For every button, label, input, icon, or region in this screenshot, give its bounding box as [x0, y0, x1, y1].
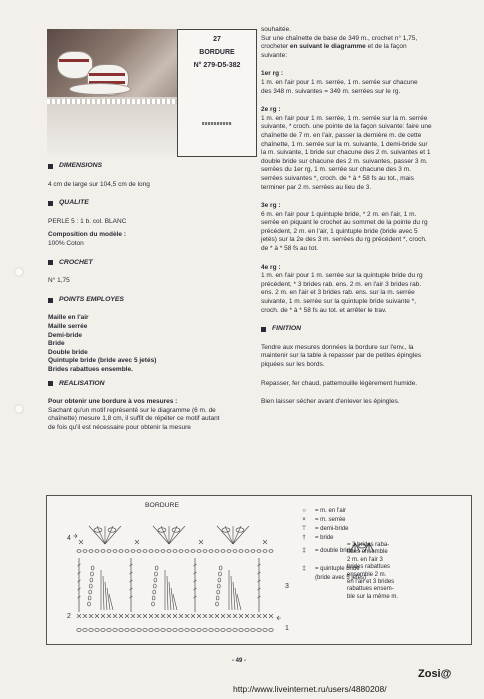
chain-stitch — [245, 629, 249, 632]
single-crochet — [209, 614, 213, 618]
finition-text: maintenir sur la table à repasser par de petites épingles — [261, 352, 422, 360]
section-heading: FINITION — [261, 325, 469, 334]
tall-stitch — [171, 588, 174, 610]
finition-text: Tendre aux mesures données la bordure sur l'env., la — [261, 343, 414, 351]
chain-stitch — [215, 629, 219, 632]
chain-stitch — [89, 629, 93, 632]
row-text: 1 m. en l'air pour 1 m. serrée, 1 m. serrée sur chacune — [261, 78, 418, 86]
single-crochet — [79, 540, 83, 544]
row-number-label: 1 — [285, 625, 289, 632]
cluster-stitch — [153, 526, 169, 544]
chain-stitch — [131, 550, 135, 553]
chain-stitch — [107, 629, 111, 632]
single-crochet — [125, 614, 129, 618]
intro-line: crocheter en suivant le diagramme et de la façon — [261, 43, 407, 51]
row-heading: 4e rg : — [261, 263, 281, 271]
chain-stitch — [185, 629, 189, 632]
tall-stitch — [105, 582, 107, 610]
single-crochet — [245, 614, 249, 618]
single-crochet — [131, 614, 135, 618]
chain-stitch — [239, 550, 243, 553]
section-heading: QUALITE — [48, 199, 258, 208]
row-text: chaînette de 7 m. en l'air, passer la dernière m. de cette — [261, 131, 422, 139]
row-heading: 2e rg : — [261, 106, 281, 114]
single-crochet — [215, 614, 219, 618]
stitch-item: Double bride — [48, 348, 88, 356]
cluster-legend-line: = 3 brides raba- — [347, 542, 390, 548]
chain-stitch — [218, 578, 221, 582]
page-number: - 49 - — [232, 658, 247, 664]
row-text: précédent, * 3 brides rab. ens. 2 m. en l'air 3 brides rab. — [261, 280, 422, 288]
single-crochet — [95, 614, 99, 618]
cluster-legend — [347, 542, 398, 601]
stitch-item: Maille en l'air — [48, 314, 89, 322]
row-text: serrées du 1er rg, 1 m. serrée sur chacune des 3 m. — [261, 166, 411, 174]
chain-stitch — [216, 596, 219, 600]
row-number-label: 4 — [67, 535, 71, 542]
legend-row: ○ = m. en l'air — [302, 508, 346, 514]
cluster-stitch — [217, 526, 233, 544]
cluster-stitch — [169, 526, 185, 544]
chain-stitch — [173, 629, 177, 632]
diagram-title: BORDURE — [145, 502, 179, 509]
tall-stitch — [231, 576, 232, 610]
chain-stitch — [83, 629, 87, 632]
chain-stitch — [101, 629, 105, 632]
chain-stitch — [155, 550, 159, 553]
single-crochet — [251, 614, 255, 618]
dimensions-text: 4 cm de large sur 104,5 cm de long — [48, 180, 150, 188]
pattern-title: BORDURE — [199, 49, 235, 56]
intro-line: suivante: — [261, 51, 288, 59]
chain-stitch — [113, 550, 117, 553]
chain-stitch — [219, 566, 222, 570]
chain-stitch — [217, 584, 220, 588]
chain-stitch — [191, 550, 195, 553]
chain-stitch — [155, 566, 158, 570]
finition-text: Bien laisser sécher avant d'enlever les épingles. — [261, 398, 400, 406]
realisation-line: chaînette) mesure 1,8 cm, il suffit de répéter ce motif autant — [48, 415, 220, 423]
chain-stitch — [227, 550, 231, 553]
chain-stitch — [101, 550, 105, 553]
chain-stitch — [161, 550, 165, 553]
chain-stitch — [161, 629, 165, 632]
stitch-item: Maille serrée — [48, 322, 88, 330]
stitch-item: Bride — [48, 340, 65, 348]
cluster-legend-line: ble sur la même m. — [347, 593, 399, 600]
legend-row: † = bride — [302, 535, 334, 541]
realisation-line: de fois qu'il est nécessaire pour obtenir la mesure — [48, 423, 191, 431]
single-crochet — [227, 614, 231, 618]
pattern-number: 27 — [213, 36, 221, 43]
chain-stitch — [83, 550, 87, 553]
row-text: suivante, 1 m. serrée sur la quintuple bride suivante *, — [261, 298, 417, 306]
chain-stitch — [89, 584, 92, 588]
legend-row: × = m. serrée — [302, 517, 346, 523]
left-column — [48, 162, 258, 432]
chain-stitch — [233, 550, 237, 553]
lace-swatch — [177, 90, 257, 157]
chain-stitch — [153, 590, 156, 594]
cluster-stitch — [233, 526, 249, 544]
cluster-legend-line: rabattues ensem- — [347, 586, 394, 593]
chain-stitch — [149, 550, 153, 553]
chain-stitch — [95, 629, 99, 632]
chain-stitch — [95, 550, 99, 553]
chain-stitch — [154, 578, 157, 582]
row-text: double bride sur chacune des 2 m. suivantes, passer 3 m. — [261, 157, 428, 165]
single-crochet — [119, 614, 123, 618]
row-text: serrées suivantes *, croch. de * à * 58 fs au tot., mais — [261, 174, 414, 182]
right-column — [261, 26, 469, 407]
single-crochet — [263, 540, 267, 544]
chain-stitch — [257, 550, 261, 553]
single-crochet — [167, 614, 171, 618]
row-text: des 348 m. suivantes = 349 m. serrées sur le rg. — [261, 87, 401, 95]
binder-hole — [14, 267, 24, 277]
yarn-text: PERLE 5 : 1 b. col. BLANC — [48, 217, 127, 225]
cluster-legend-line: brides rabattues — [347, 564, 391, 571]
chain-stitch — [197, 629, 201, 632]
single-crochet — [233, 614, 237, 618]
single-crochet — [135, 540, 139, 544]
composition-value: 100% Coton — [48, 239, 84, 247]
chain-stitch — [137, 629, 141, 632]
chain-stitch — [179, 629, 183, 632]
chain-stitch — [251, 550, 255, 553]
section-heading: CROCHET — [48, 259, 258, 268]
chain-stitch — [137, 550, 141, 553]
cluster-legend-line: ttues ensemble — [347, 549, 388, 556]
stitch-item: Quintuple bride (bride avec 5 jetés) — [48, 357, 157, 365]
single-crochet — [89, 614, 93, 618]
legend-row: ⊤ = demi-bride — [301, 526, 349, 532]
row-heading: 1er rg : — [261, 70, 284, 78]
source-url: http://www.liveinternet.ru/users/4880208/ — [233, 684, 387, 694]
stitch-item: Brides rabattues ensemble. — [48, 365, 133, 373]
tall-stitch — [103, 576, 104, 610]
single-crochet — [107, 614, 111, 618]
realisation-subhead: Pour obtenir une bordure à vos mesures : — [48, 398, 178, 406]
intro-line: souhaitée. — [261, 26, 291, 33]
direction-arrow — [73, 534, 77, 538]
chain-stitch — [88, 596, 91, 600]
row-heading: 3e rg : — [261, 202, 281, 210]
single-crochet — [221, 614, 225, 618]
tall-stitch — [107, 588, 110, 610]
row-text: précédent, 2 m. en l'air, 1 quintuple bride (bride avec 5 — [261, 227, 418, 235]
chain-stitch — [152, 602, 155, 606]
chain-stitch — [89, 590, 92, 594]
single-crochet — [239, 614, 243, 618]
chain-stitch — [107, 550, 111, 553]
chain-stitch — [217, 590, 220, 594]
chain-stitch — [125, 550, 129, 553]
legend-row: (bride avec 5 jetés) — [315, 574, 367, 581]
single-crochet — [179, 614, 183, 618]
row-text: chaînette, 1 m. serrée sur la m. suivante, 1 demi-bride sur — [261, 140, 428, 148]
single-crochet — [173, 614, 177, 618]
chain-stitch — [269, 550, 273, 553]
chain-stitch — [149, 629, 153, 632]
single-crochet — [83, 614, 87, 618]
cluster-legend-line: ensemble 2 m. — [347, 571, 387, 578]
realisation-line: Sachant qu'un motif représenté sur le diagramme (6 m. de — [48, 406, 216, 414]
chain-stitch — [167, 550, 171, 553]
single-crochet — [263, 614, 267, 618]
single-crochet — [113, 614, 117, 618]
row-text: 6 m. en l'air pour 1 quintuple bride, * 2 m. en l'air, 1 m. — [261, 210, 417, 218]
chain-stitch — [251, 629, 255, 632]
chain-stitch — [221, 550, 225, 553]
stitch-item: Demi-bride — [48, 331, 82, 339]
row-text: ens. 2 m. en l'air et 3 brides rab. ens. sur la m. serrée — [261, 289, 415, 297]
chain-stitch — [119, 550, 123, 553]
tall-stitch — [233, 582, 235, 610]
cluster-legend-line: 2 m. en l'air 3 — [347, 556, 383, 563]
row-text: de * à * 58 fs au tot. — [261, 245, 319, 253]
signature: Zosi@ — [418, 668, 452, 680]
chain-stitch — [91, 566, 94, 570]
row-text: croch. de * à * 58 fs au tot. et arrêter le trav. — [261, 306, 387, 314]
row-text: jetés) sur la 2e des 3 m. serrées du rg précédent *, croch. — [261, 236, 427, 244]
stitch-chart-graphic — [47, 496, 471, 644]
chain-stitch — [269, 629, 273, 632]
chain-stitch — [90, 578, 93, 582]
composition-label: Composition du modèle : — [48, 231, 126, 239]
single-crochet — [143, 614, 147, 618]
chain-stitch — [191, 629, 195, 632]
single-crochet — [137, 614, 141, 618]
product-photo — [47, 29, 177, 156]
chain-stitch — [153, 584, 156, 588]
chain-stitch — [245, 550, 249, 553]
chain-stitch — [152, 596, 155, 600]
chain-stitch — [215, 550, 219, 553]
tall-stitch — [167, 576, 168, 610]
binder-hole — [14, 404, 24, 414]
tall-stitch — [235, 588, 238, 610]
pattern-info-box — [177, 29, 257, 92]
chain-stitch — [119, 629, 123, 632]
single-crochet — [197, 614, 201, 618]
row-text: serrée en piquant le crochet au sommet de la pointe du rg — [261, 219, 428, 227]
chain-stitch — [89, 550, 93, 553]
legend-row: ‡ = quintuple bride — [302, 565, 360, 572]
chain-stitch — [197, 550, 201, 553]
cluster-stitch — [89, 526, 105, 544]
row-text: 1 m. en l'air pour 1 m. serrée, 1 m. serrée sur la m. serrée — [261, 114, 428, 122]
finition-text: Repasser, fer chaud, pattemouille légèrement humide. — [261, 379, 418, 387]
hook-size: N° 1,75 — [48, 277, 70, 285]
finition-text: piquées sur les bords. — [261, 361, 325, 368]
chain-stitch — [263, 550, 267, 553]
row-number-label: 2 — [67, 613, 71, 620]
single-crochet — [191, 614, 195, 618]
chain-stitch — [155, 629, 159, 632]
chain-stitch — [209, 629, 213, 632]
single-crochet — [199, 540, 203, 544]
section-heading: POINTS EMPLOYES — [48, 296, 258, 305]
cluster-legend-line: en l'air et 3 brides — [347, 579, 395, 586]
single-crochet — [77, 614, 81, 618]
chain-stitch — [125, 629, 129, 632]
row-text: la m. suivante, 1 bride sur chacune des 2 m. suivantes et 1 — [261, 149, 431, 157]
direction-arrow — [277, 616, 281, 620]
single-crochet — [101, 614, 105, 618]
chain-stitch — [239, 629, 243, 632]
single-crochet — [161, 614, 165, 618]
chain-stitch — [221, 629, 225, 632]
chain-stitch — [216, 602, 219, 606]
chain-stitch — [263, 629, 267, 632]
single-crochet — [257, 614, 261, 618]
row-text: suivante, * croch. une pointe de la façon suivante: faire une — [261, 123, 432, 131]
chain-stitch — [233, 629, 237, 632]
single-crochet — [269, 614, 273, 618]
chain-stitch — [143, 550, 147, 553]
legend-row: ‡ = double bride — [302, 548, 354, 555]
chain-stitch — [219, 572, 222, 576]
stitch-diagram — [46, 495, 472, 645]
chain-stitch — [185, 550, 189, 553]
chain-stitch — [227, 629, 231, 632]
chain-stitch — [167, 629, 171, 632]
chain-stitch — [77, 550, 81, 553]
chain-stitch — [91, 572, 94, 576]
section-heading: DIMENSIONS — [48, 162, 258, 171]
pattern-reference: N° 279-D5-382 — [193, 62, 241, 69]
chain-stitch — [173, 550, 177, 553]
chain-stitch — [257, 629, 261, 632]
single-crochet — [185, 614, 189, 618]
chain-stitch — [131, 629, 135, 632]
row-text: 1 m. en l'air pour 1 m. serrée sur la quintuple bride du rg — [261, 272, 423, 280]
cluster-icon — [347, 540, 377, 554]
chain-stitch — [209, 550, 213, 553]
chain-stitch — [155, 572, 158, 576]
single-crochet — [203, 614, 207, 618]
tall-stitch — [169, 582, 171, 610]
chain-stitch — [179, 550, 183, 553]
chain-stitch — [113, 629, 117, 632]
chain-stitch — [77, 629, 81, 632]
chain-stitch — [88, 602, 91, 606]
row-text: terminer par 2 m. serrées au lieu de 3. — [261, 183, 372, 191]
cluster-stitch — [105, 526, 121, 544]
chain-stitch — [203, 550, 207, 553]
chain-stitch — [203, 629, 207, 632]
single-crochet — [149, 614, 153, 618]
section-heading: REALISATION — [48, 380, 258, 389]
row-number-label: 3 — [285, 583, 289, 590]
intro-line: Sur une chaînette de base de 349 m., crochet n° 1,75, — [261, 34, 418, 42]
single-crochet — [155, 614, 159, 618]
chain-stitch — [143, 629, 147, 632]
